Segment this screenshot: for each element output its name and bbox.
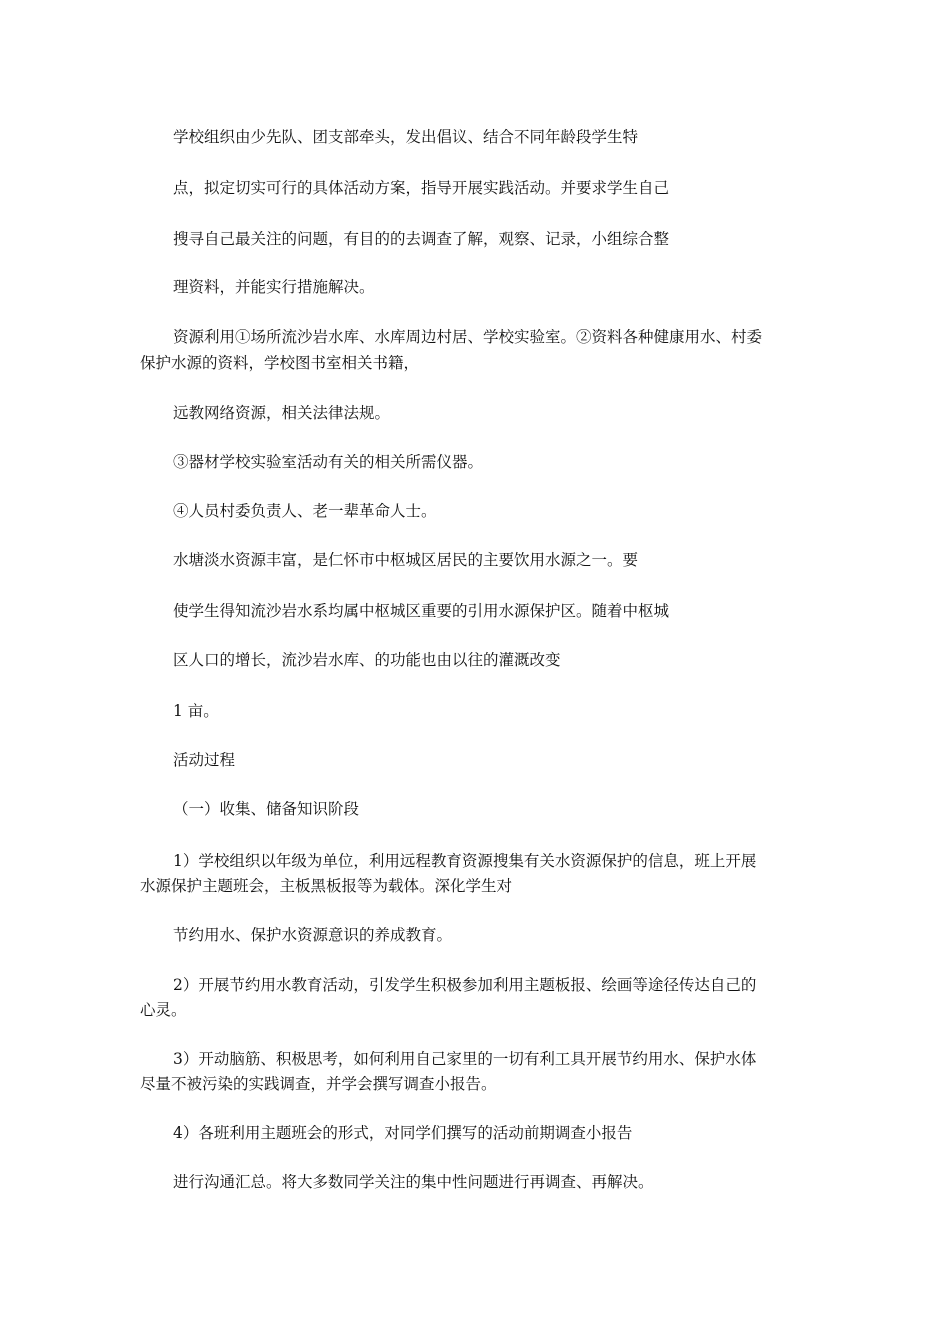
paragraph-line: 进行沟通汇总。将大多数同学关注的集中性问题进行再调查、再解决。	[173, 1173, 654, 1191]
paragraph-line: 资源利用①场所流沙岩水库、水库周边村居、学校实验室。②资料各种健康用水、村委	[173, 328, 763, 346]
paragraph-line: ③器材学校实验室活动有关的相关所需仪器。	[173, 453, 484, 471]
paragraph-line: 保护水源的资料，学校图书室相关书籍，	[140, 354, 420, 372]
paragraph-line: 1 亩。	[173, 702, 219, 720]
paragraph-line: 使学生得知流沙岩水系均属中枢城区重要的引用水源保护区。随着中枢城	[173, 602, 670, 620]
paragraph-line: 水源保护主题班会，主板黑板报等为载体。深化学生对	[140, 877, 513, 895]
paragraph-line: 3）开动脑筋、积极思考，如何利用自己家里的一切有利工具开展节约用水、保护水体	[173, 1050, 757, 1068]
section-heading: 活动过程	[173, 751, 236, 769]
paragraph-line: 1）学校组织以年级为单位，利用远程教育资源搜集有关水资源保护的信息，班上开展	[173, 852, 757, 870]
paragraph-line: 4）各班利用主题班会的形式，对同学们撰写的活动前期调查小报告	[173, 1124, 633, 1142]
paragraph-line: 2）开展节约用水教育活动，引发学生积极参加利用主题板报、绘画等途径传达自己的	[173, 976, 757, 994]
paragraph-line: ④人员村委负责人、老一辈革命人士。	[173, 502, 437, 520]
paragraph-line: 理资料，并能实行措施解决。	[173, 278, 375, 296]
paragraph-line: 远教网络资源，相关法律法规。	[173, 404, 391, 422]
paragraph-line: 心灵。	[140, 1001, 187, 1019]
subsection-heading: （一）收集、储备知识阶段	[173, 800, 360, 818]
paragraph-line: 点，拟定切实可行的具体活动方案，指导开展实践活动。并要求学生自己	[173, 179, 670, 197]
paragraph-line: 节约用水、保护水资源意识的养成教育。	[173, 926, 453, 944]
paragraph-line: 搜寻自己最关注的问题，有目的的去调查了解，观察、记录，小组综合整	[173, 230, 670, 248]
paragraph-line: 区人口的增长，流沙岩水库、的功能也由以往的灌溉改变	[173, 651, 561, 669]
paragraph-line: 尽量不被污染的实践调查，并学会撰写调查小报告。	[140, 1075, 497, 1093]
paragraph-line: 水塘淡水资源丰富，是仁怀市中枢城区居民的主要饮用水源之一。要	[173, 551, 639, 569]
paragraph-line: 学校组织由少先队、团支部牵头，发出倡议、结合不同年龄段学生特	[173, 128, 639, 146]
